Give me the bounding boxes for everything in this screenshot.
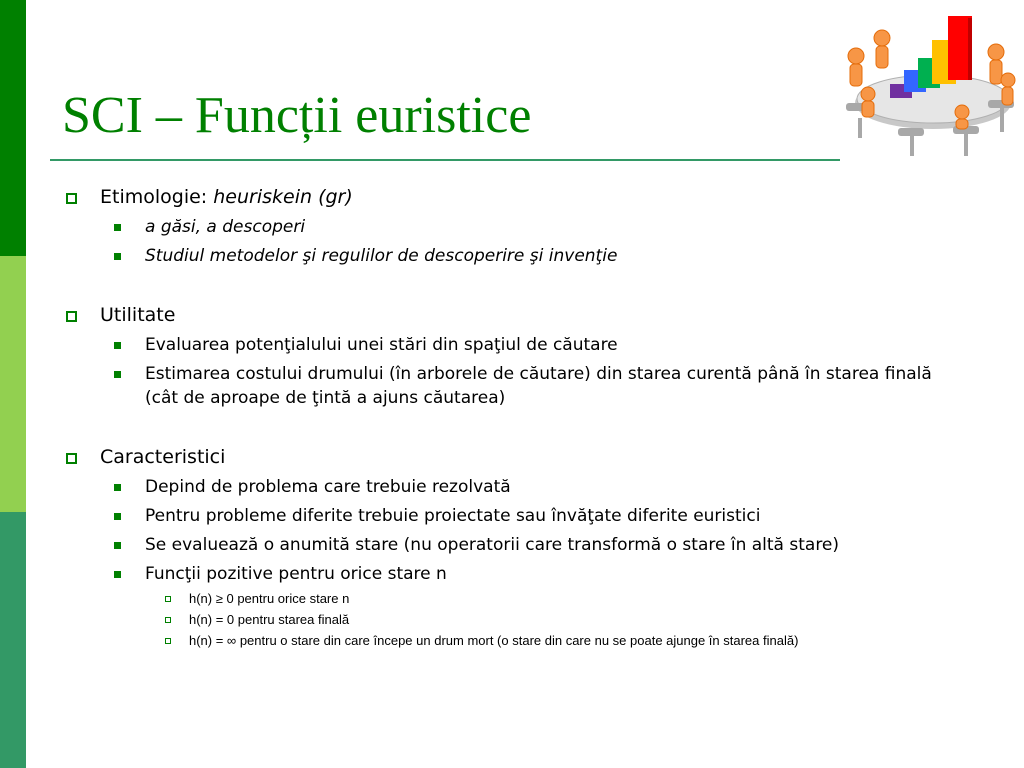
sub-bullet-text: Studiul metodelor şi regulilor de descoperire şi invenţie [145,246,618,266]
sub-sub-bullet [62,611,962,628]
sub-bullet-text: Se evaluează o anumită stare (nu operatorii care transformă o stare în altă stare) [145,535,840,555]
sub-bullet [62,215,962,239]
sub-bullet [62,562,962,586]
filled-square-bullet-icon [114,371,121,378]
slide-title: SCI – Funcții euristice [62,87,532,144]
bullet-utilitate [62,302,962,328]
sub-bullet [62,475,962,499]
hollow-square-bullet-icon [66,193,77,204]
title-divider [50,159,840,161]
sub-bullet [62,362,962,410]
hollow-small-square-bullet-icon [165,596,171,602]
sub-sub-bullet [62,632,962,649]
sub-bullet [62,244,962,268]
filled-square-bullet-icon [114,224,121,231]
bullet-caracteristici [62,444,962,470]
sub-bullet-text: Evaluarea potenţialului unei stări din spaţiul de căutare [145,335,618,355]
sub-sub-bullet-text: h(n) = ∞ pentru o stare din care începe un drum mort (o stare din care nu se poate ajunge în starea finală) [189,633,799,648]
slide-body [62,184,962,649]
bullet-label: Caracteristici [100,446,226,468]
hollow-small-square-bullet-icon [165,638,171,644]
sub-sub-bullet-text: h(n) ≥ 0 pentru orice stare n [189,591,350,606]
sub-sub-bullet [62,590,962,607]
hollow-square-bullet-icon [66,311,77,322]
sub-bullet-text: Depind de problema care trebuie rezolvată [145,477,511,497]
team-meeting-bar-chart-icon [838,8,1022,164]
filled-square-bullet-icon [114,542,121,549]
sub-sub-bullet-text: h(n) = 0 pentru starea finală [189,612,350,627]
bullet-etimologie [62,184,962,210]
sub-bullet-text: Estimarea costului drumului (în arborele de căutare) din starea curentă până în starea finală (cât de aproape de ţintă a ajuns căutarea) [145,364,932,408]
sub-bullet [62,533,962,557]
bullet-label-italic: heuriskein (gr) [213,186,353,208]
sub-bullet [62,333,962,357]
bullet-label: Utilitate [100,304,176,326]
filled-square-bullet-icon [114,571,121,578]
sub-bullet-text: a găsi, a descoperi [145,217,306,237]
filled-square-bullet-icon [114,484,121,491]
sub-bullet [62,504,962,528]
sub-bullet-text: Pentru probleme diferite trebuie proiectate sau învăţate diferite euristici [145,506,761,526]
filled-square-bullet-icon [114,342,121,349]
hollow-small-square-bullet-icon [165,617,171,623]
sub-bullet-text: Funcţii pozitive pentru orice stare n [145,564,447,584]
filled-square-bullet-icon [114,513,121,520]
bullet-label: Etimologie: [100,186,214,208]
side-stripe-light [0,256,26,512]
side-stripe-mid [0,512,26,768]
hollow-square-bullet-icon [66,453,77,464]
filled-square-bullet-icon [114,253,121,260]
side-stripe-dark [0,0,26,256]
